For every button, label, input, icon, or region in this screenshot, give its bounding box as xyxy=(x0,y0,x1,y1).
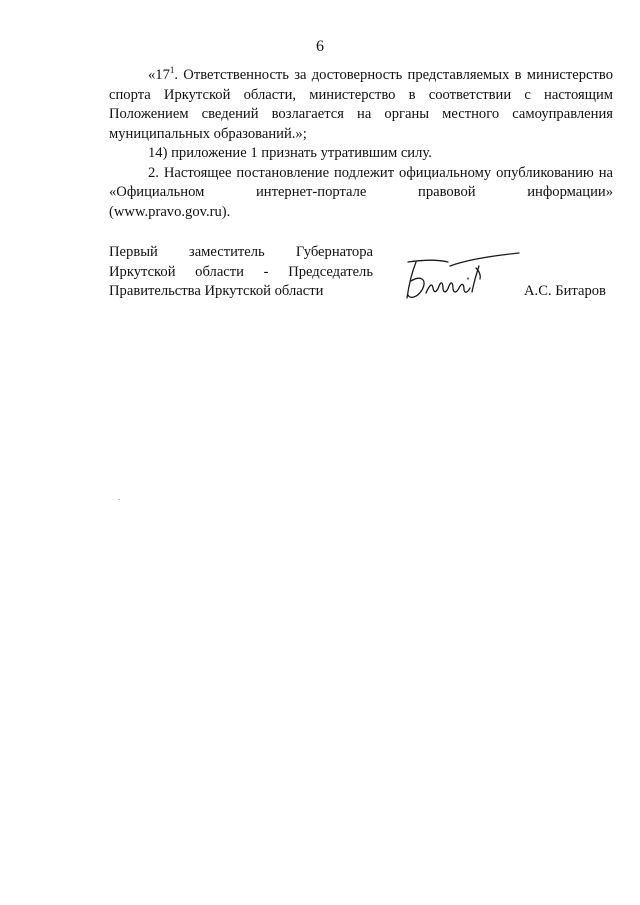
paragraph-appendix: 14) приложение 1 признать утратившим силу. xyxy=(148,145,432,161)
signatory-title-line-1: Первый заместитель Губернатора xyxy=(109,244,373,260)
document-body xyxy=(109,66,613,222)
scan-speck xyxy=(118,499,120,500)
superscript-number: 1 xyxy=(169,65,175,75)
signatory-title-line-3: Правительства Иркутской области xyxy=(109,283,324,299)
signatory-title xyxy=(109,243,373,302)
paragraph-responsibility-text: . Ответственность за достоверность представляемых в министерство спорта Иркутской области, министерство в соответствии с настоящим Положением сведений возлагается на органы местного самоуправления муниципальных образований.»; xyxy=(109,67,613,142)
paragraph-responsibility xyxy=(109,66,613,144)
signer-name: А.С. Битаров xyxy=(524,283,606,299)
handwritten-signature xyxy=(402,248,522,306)
paragraph-publication-url: (www.pravo.gov.ru). xyxy=(109,203,231,220)
paragraph-open: «17 xyxy=(148,67,170,83)
page-number: 6 xyxy=(316,38,324,55)
paragraph-publication: 2. Настоящее постановление подлежит официальному опубликованию на «Официальном интернет-портале правовой информации» xyxy=(109,164,613,200)
signatory-title-line-2: Иркутской области - Председатель xyxy=(109,263,373,280)
